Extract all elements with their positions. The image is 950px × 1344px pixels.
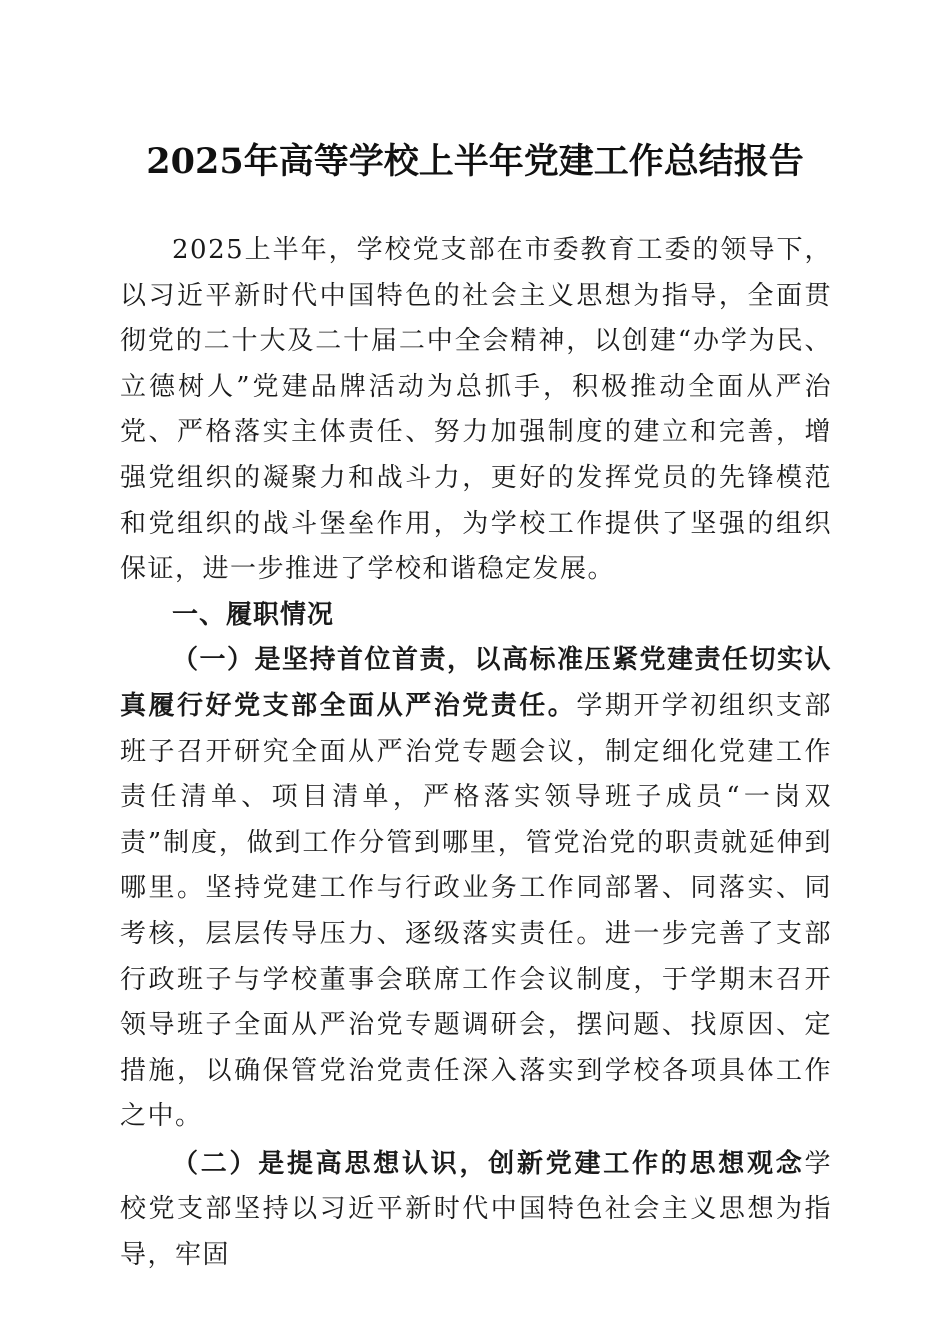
item-1-paragraph <box>120 638 832 1140</box>
item-2-paragraph <box>120 1142 832 1279</box>
intro-paragraph: 2025上半年，学校党支部在市委教育工委的领导下，以习近平新时代中国特色的社会主义思想为指导，全面贯彻党的二十大及二十届二中全会精神，以创建“办学为民、立德树人”党建品牌活动为总抓手，积极推动全面从严治党、严格落实主体责任、努力加强制度的建立和完善，增强党组织的凝聚力和战斗力，更好的发挥党员的先锋模范和党组织的战斗堡垒作用，为学校工作提供了坚强的组织保证，进一步推进了学校和谐稳定发展。 <box>120 235 832 585</box>
item-2-lead: （二）是提高思想认识，创新党建工作的思想观念 <box>172 1148 805 1179</box>
item-1-text: 学期开学初组织支部班子召开研究全面从严治党专题会议，制定细化党建工作责任清单、项目清单，严格落实领导班子成员“一岗双责”制度，做到工作分管到哪里，管党治党的职责就延伸到哪里。坚持党建工作与行政业务工作同部署、同落实、同考核，层层传导压力、逐级落实责任。进一步完善了支部行政班子与学校董事会联席工作会议制度，于学期末召开领导班子全面从严治党专题调研会，摆问题、找原因、定措施，以确保管党治党责任深入落实到学校各项具体工作之中。 <box>120 690 832 1132</box>
item-1-lead: （一）是坚持首位首责，以高标准压紧党建责任切实认真履行好党支部全面从严治党责任。 <box>120 645 833 721</box>
section-heading-performance: 一、履职情况 <box>172 599 335 630</box>
document-title: 2025年高等学校上半年党建工作总结报告 <box>146 141 804 182</box>
item-2-text: 学校党支部坚持以习近平新时代中国特色社会主义思想为指导，牢固 <box>120 1148 832 1271</box>
document-body <box>120 228 832 1279</box>
